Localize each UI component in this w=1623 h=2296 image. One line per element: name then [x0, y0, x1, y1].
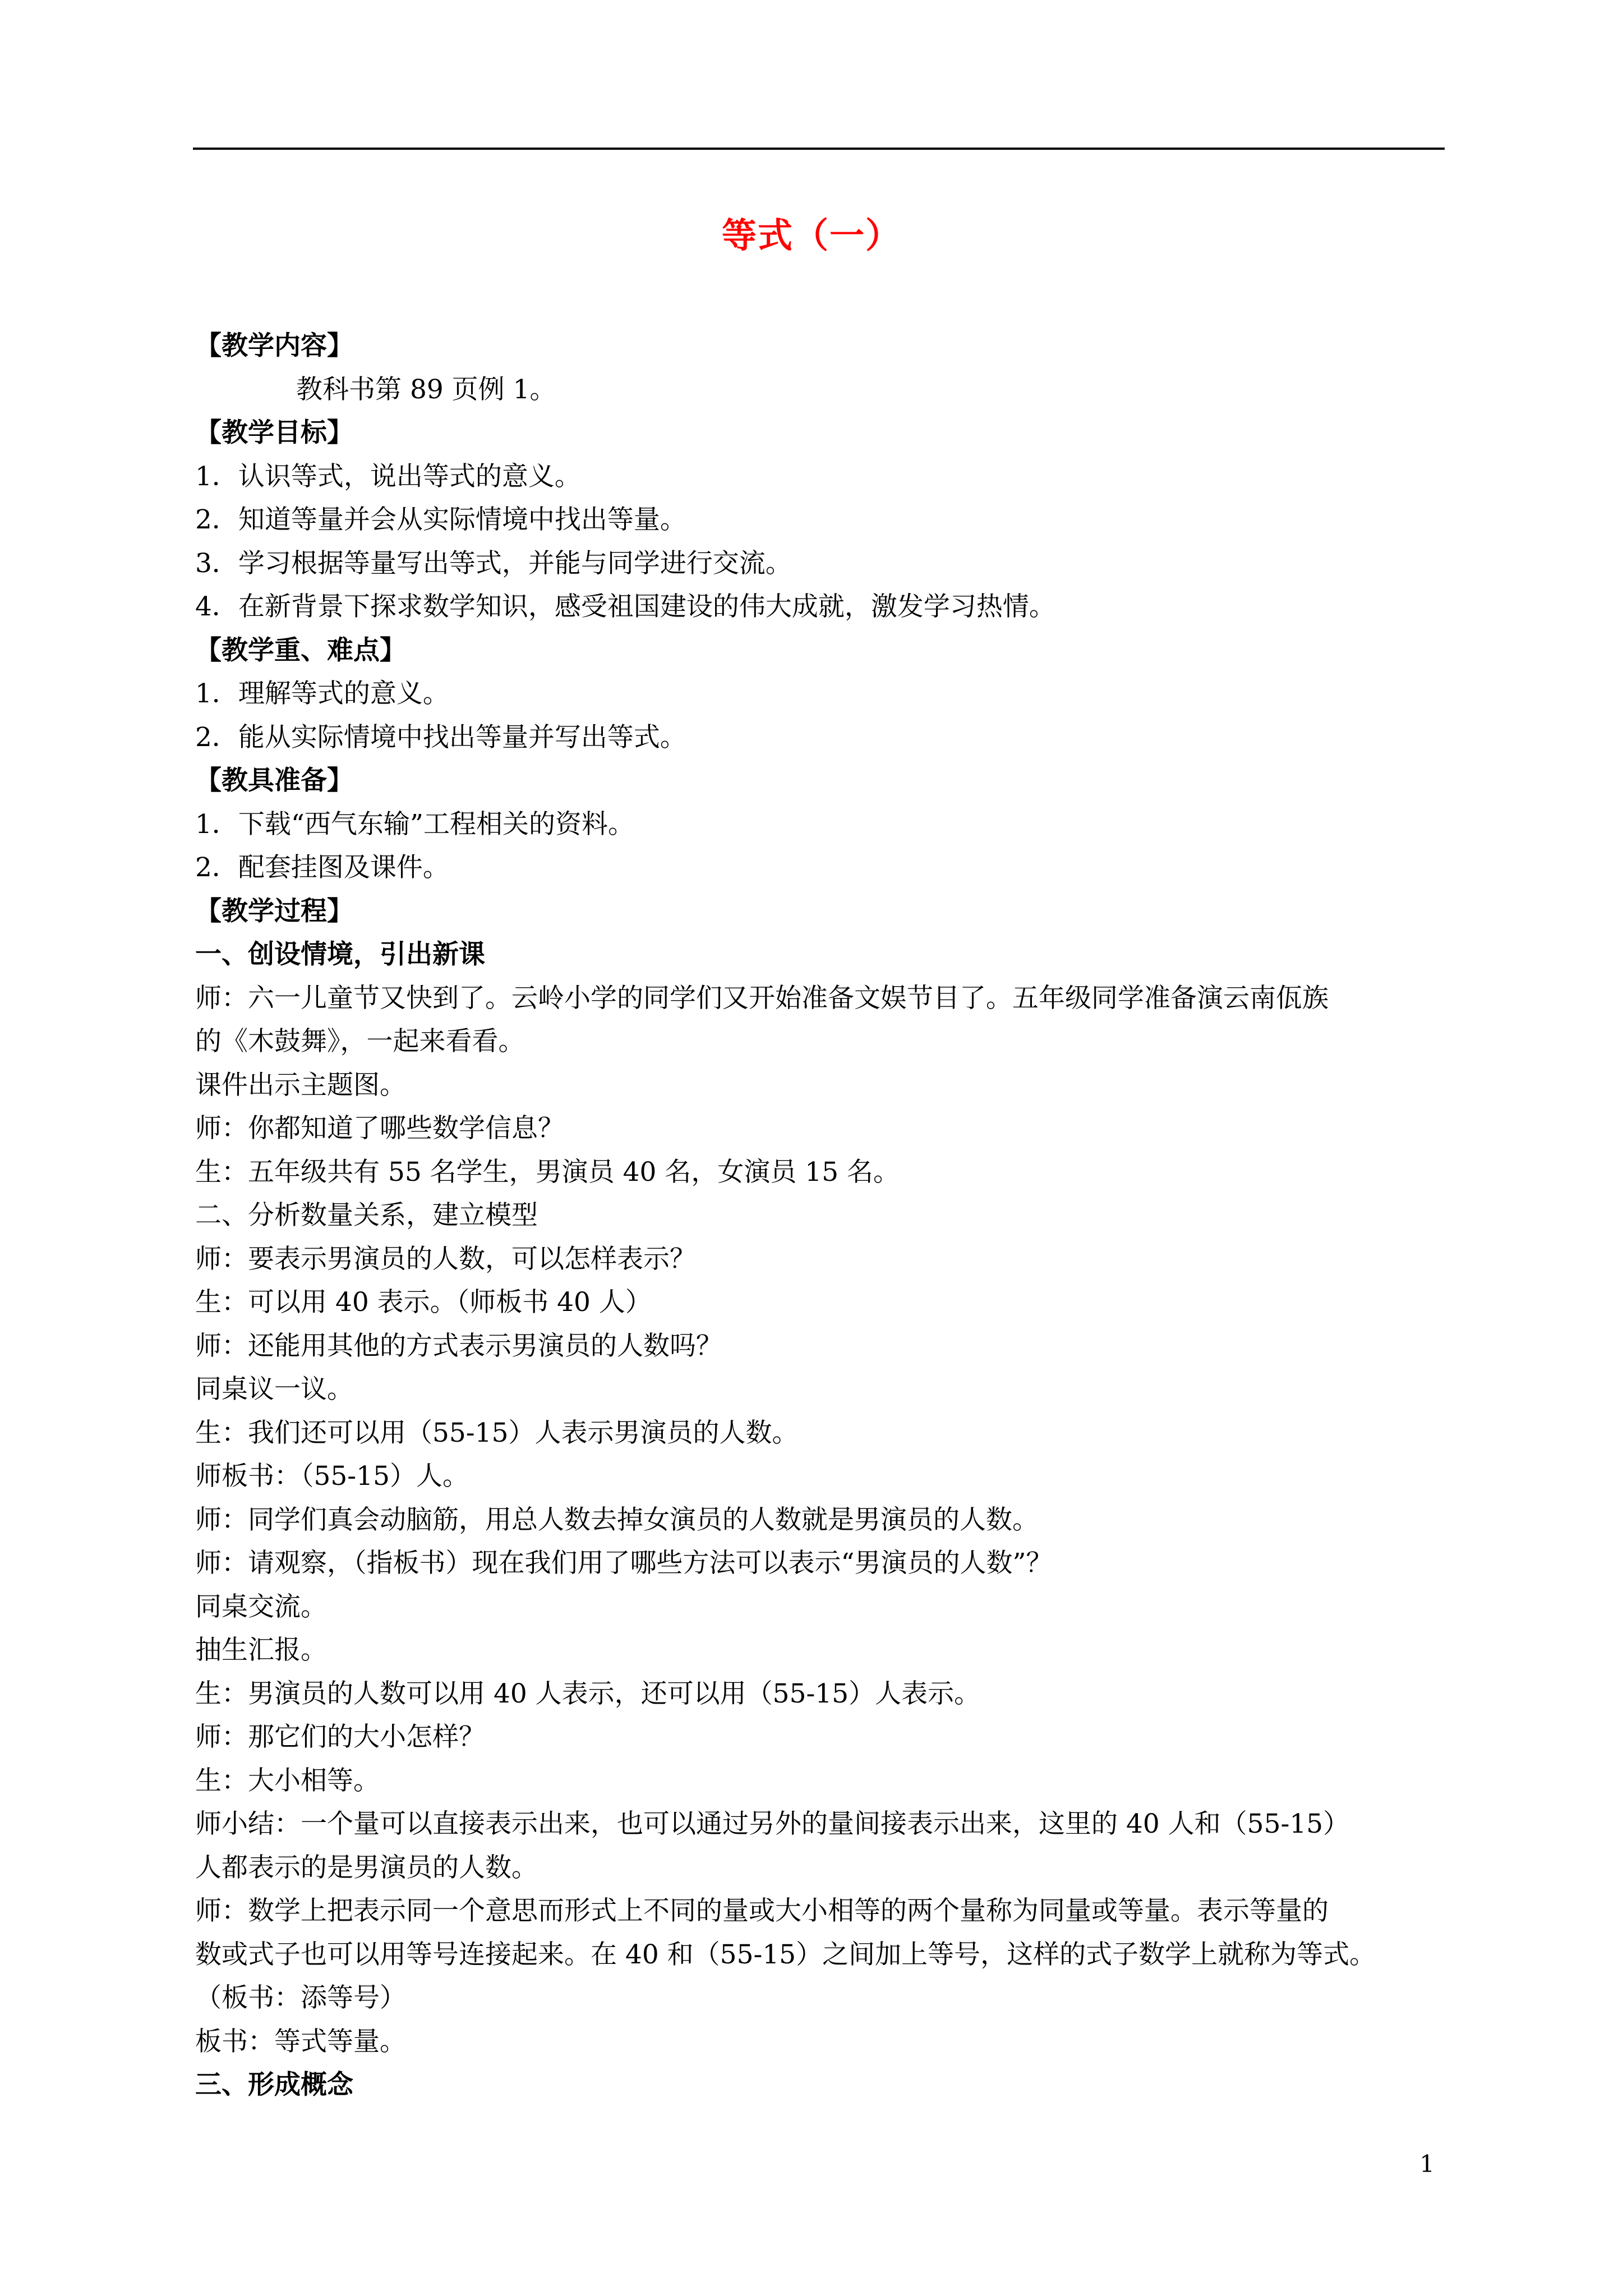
body-line: 板书：等式等量。 — [195, 2026, 406, 2057]
body-line: 同桌交流。 — [195, 1591, 327, 1622]
body-line: 教科书第 89 页例 1。 — [296, 374, 556, 405]
page-title: 等式（一） — [721, 215, 901, 256]
body-line: 生：大小相等。 — [195, 1765, 380, 1796]
body-line: 生：男演员的人数可以用 40 人表示，还可以用（55-15）人表示。 — [195, 1678, 981, 1709]
section-heading: 一、创设情境，引出新课 — [195, 939, 485, 970]
body-line: 1．认识等式，说出等式的意义。 — [195, 461, 581, 492]
body-line: 2．能从实际情境中找出等量并写出等式。 — [195, 721, 686, 753]
body-line: 抽生汇报。 — [195, 1635, 327, 1665]
section-heading: 【教学目标】 — [195, 417, 353, 448]
body-line: 同桌议一议。 — [195, 1374, 353, 1405]
body-line: 1．理解等式的意义。 — [195, 678, 449, 709]
body-line: 2．配套挂图及课件。 — [195, 852, 449, 883]
body-line: 师：那它们的大小怎样？ — [195, 1722, 485, 1752]
lesson-body — [195, 324, 1451, 2107]
body-line: 的《木鼓舞》，一起来看看。 — [195, 1026, 525, 1057]
body-line: 2．知道等量并会从实际情境中找出等量。 — [195, 504, 686, 535]
section-heading: 三、形成概念 — [195, 2069, 353, 2100]
body-line: 生：五年级共有 55 名学生，男演员 40 名，女演员 15 名。 — [195, 1156, 900, 1188]
body-line: 师小结：一个量可以直接表示出来，也可以通过另外的量间接表示出来，这里的 40 人和（55-15） — [195, 1809, 1350, 1839]
body-line: 数或式子也可以用等号连接起来。在 40 和（55-15）之间加上等号，这样的式子数学上就称为等式。 — [195, 1939, 1376, 1970]
body-line: 师：请观察，（指板书）现在我们用了哪些方法可以表示“男演员的人数”？ — [195, 1548, 1053, 1579]
header-rule — [193, 148, 1445, 150]
body-line: 师：你都知道了哪些数学信息？ — [195, 1113, 564, 1144]
body-line: 师：要表示男演员的人数，可以怎样表示？ — [195, 1243, 696, 1274]
section-heading: 【教具准备】 — [195, 765, 353, 796]
body-line: 生：可以用 40 表示。（师板书 40 人） — [195, 1287, 652, 1318]
body-line: （板书：添等号） — [195, 1982, 406, 2013]
body-line: 1．下载“西气东输”工程相关的资料。 — [195, 808, 634, 840]
section-heading: 【教学重、难点】 — [195, 634, 406, 666]
section-heading: 【教学内容】 — [195, 330, 353, 361]
page-number: 1 — [1419, 2150, 1435, 2178]
body-line: 3．学习根据等量写出等式，并能与同学进行交流。 — [195, 547, 792, 579]
body-line: 4．在新背景下探求数学知识，感受祖国建设的伟大成就，激发学习热情。 — [195, 591, 1055, 622]
body-line: 二、分析数量关系，建立模型 — [195, 1200, 538, 1231]
body-line: 师板书：（55-15）人。 — [195, 1461, 469, 1492]
body-line: 课件出示主题图。 — [195, 1069, 406, 1101]
body-line: 师：数学上把表示同一个意思而形式上不同的量或大小相等的两个量称为同量或等量。表示等量的 — [195, 1895, 1329, 1926]
body-line: 师：还能用其他的方式表示男演员的人数吗？ — [195, 1330, 722, 1361]
section-heading: 【教学过程】 — [195, 895, 353, 927]
body-line: 师：六一儿童节又快到了。云岭小学的同学们又开始准备文娱节目了。五年级同学准备演云南佤族 — [195, 982, 1329, 1014]
body-line: 生：我们还可以用（55-15）人表示男演员的人数。 — [195, 1417, 799, 1448]
body-line: 师：同学们真会动脑筋，用总人数去掉女演员的人数就是男演员的人数。 — [195, 1504, 1039, 1535]
body-line: 人都表示的是男演员的人数。 — [195, 1852, 538, 1883]
